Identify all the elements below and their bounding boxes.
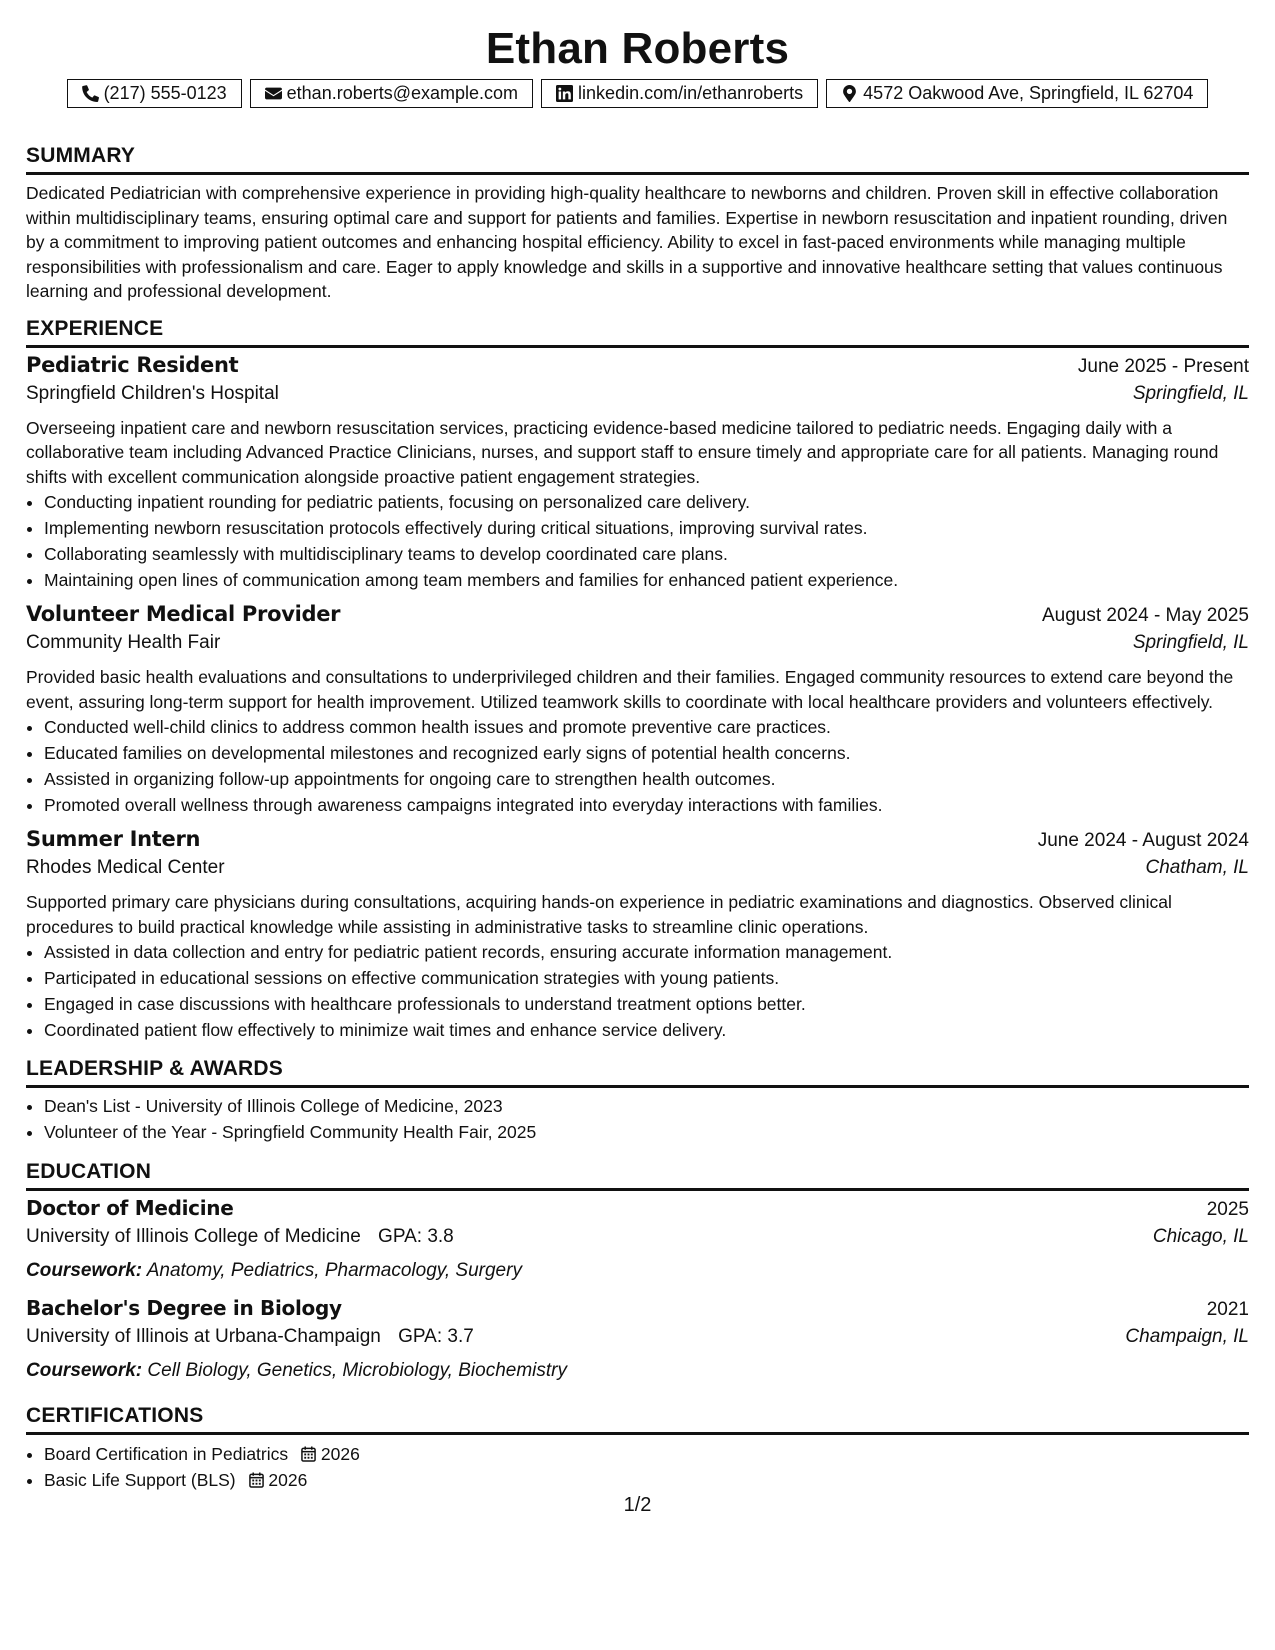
address-text: 4572 Oakwood Ave, Springfield, IL 62704 [863, 83, 1194, 103]
section-title-experience: EXPERIENCE [26, 317, 1249, 348]
coursework-list: Cell Biology, Genetics, Microbiology, Biochemistry [147, 1360, 567, 1381]
list-item: • Volunteer of the Year - Springfield Community Health Fair, 2025 [44, 1119, 1249, 1145]
list-item [44, 1441, 1249, 1467]
candidate-name: Ethan Roberts [485, 24, 790, 73]
job-description: Overseeing inpatient care and newborn resuscitation services, practicing evidence-based medicine tailored to pediatric needs. Engaging daily with a collaborative team including Advanced Practice Clinicians, nurses, and support staff to ensure timely and appropriate care for all patients. Managing round shifts with excellent communication alongside proactive patient engagement strategies. [26, 417, 1219, 487]
job-bullets [26, 714, 1249, 818]
summary-text: Dedicated Pediatrician with comprehensive experience in providing high-quality healthcare to newborns and children. Proven skill in effective collaboration within multidisciplinary teams, ensuring optimal care and support for patients and families. Expertise in newborn resuscitation and inpatient rounding, driven by a commitment to improving patient outcomes and enhancing hospital efficiency. Ability to excel in fast-paced environments while managing multiple responsibilities with professionalism and care. Eager to apply knowledge and skills in a supportive and innovative healthcare setting that values continuous learning and professional development. [26, 183, 1228, 301]
degree-title: Doctor of Medicine [26, 1196, 234, 1220]
certifications-section [26, 1404, 1249, 1493]
list-item: • Coordinated patient flow effectively to minimize wait times and enhance service delivery. [44, 1017, 1249, 1043]
calendar-icon [301, 1446, 316, 1462]
list-item: • Assisted in organizing follow-up appointments for ongoing care to strengthen health outcomes. [44, 766, 1249, 792]
coursework-list: Anatomy, Pediatrics, Pharmacology, Surgery [146, 1260, 522, 1281]
contact-phone [67, 79, 242, 108]
school-location: Chicago, IL [1152, 1226, 1249, 1247]
list-item: • Conducting inpatient rounding for pediatric patients, focusing on personalized care delivery. [44, 489, 1249, 515]
certification-name: Basic Life Support (BLS) [44, 1470, 236, 1490]
coursework-label: Coursework: [26, 1360, 143, 1381]
job-bullets [26, 939, 1249, 1043]
job-dates: June 2025 - Present [1077, 355, 1249, 377]
section-title-certifications: CERTIFICATIONS [26, 1404, 1249, 1435]
education-entry [26, 1196, 1249, 1286]
job-description: Provided basic health evaluations and consultations to underprivileged children and their families. Engaged community resources to extend care beyond the event, assuring long-term support for health improvement. Utilized teamwork skills to coordinate with local healthcare providers and volunteers effectively. [26, 667, 1234, 712]
job-entry [26, 353, 1249, 594]
job-entry [26, 602, 1249, 818]
contact-bar [26, 79, 1249, 108]
list-item: • Engaged in case discussions with healthcare professionals to understand treatment options better. [44, 991, 1249, 1017]
map-marker-icon [841, 85, 858, 102]
certification-name: Board Certification in Pediatrics [44, 1444, 289, 1464]
contact-email[interactable] [250, 79, 533, 108]
awards-list [26, 1093, 1249, 1145]
certification-year: 2026 [268, 1470, 308, 1490]
job-location: Chatham, IL [1145, 857, 1249, 878]
certification-year: 2026 [320, 1444, 360, 1464]
job-bullets [26, 489, 1249, 593]
linkedin-icon [556, 85, 573, 102]
email-text: ethan.roberts@example.com [286, 83, 519, 103]
school-name: University of Illinois College of Medicine [26, 1226, 361, 1247]
job-location: Springfield, IL [1132, 382, 1249, 404]
experience-section [26, 317, 1249, 1044]
coursework [26, 1356, 1249, 1386]
certifications-list [26, 1441, 1249, 1493]
list-item: • Dean's List - University of Illinois College of Medicine, 2023 [44, 1093, 1249, 1119]
job-description: Supported primary care physicians during consultations, acquiring hands-on experience in pediatric examinations and diagnostics. Observed clinical procedures to build practical knowledge while assisting in administrative tasks to streamline clinic operations. [26, 892, 1172, 937]
education-section [26, 1160, 1249, 1386]
section-title-summary: SUMMARY [26, 144, 1249, 175]
job-dates: June 2024 - August 2024 [1037, 830, 1249, 851]
job-organization: Rhodes Medical Center [26, 857, 225, 878]
degree-year: 2021 [1206, 1299, 1249, 1320]
coursework [26, 1256, 1249, 1286]
summary-section [26, 144, 1249, 304]
job-organization: Springfield Children's Hospital [26, 382, 279, 404]
section-title-leadership: LEADERSHIP & AWARDS [26, 1057, 1249, 1088]
school-name: University of Illinois at Urbana-Champaign [26, 1326, 381, 1347]
leadership-section [26, 1057, 1249, 1145]
resume-page [26, 20, 1249, 1493]
section-title-education: EDUCATION [26, 1160, 1249, 1191]
contact-address [826, 79, 1208, 108]
contact-linkedin[interactable] [541, 79, 818, 108]
list-item: • Participated in educational sessions on effective communication strategies with young patients. [44, 965, 1249, 991]
page-number: 1/2 [623, 1494, 652, 1516]
job-entry [26, 827, 1249, 1043]
job-title: Summer Intern [26, 827, 201, 851]
list-item: • Implementing newborn resuscitation protocols effectively during critical situations, improving survival rates. [44, 515, 1249, 541]
envelope-icon [265, 85, 282, 102]
job-title: Volunteer Medical Provider [26, 602, 341, 626]
gpa: GPA: 3.7 [398, 1326, 474, 1347]
calendar-icon [249, 1472, 264, 1488]
list-item [44, 1467, 1249, 1493]
job-title: Pediatric Resident [26, 352, 239, 377]
degree-year: 2025 [1206, 1199, 1249, 1220]
list-item: • Conducted well-child clinics to address common health issues and promote preventive care practices. [44, 714, 1249, 740]
list-item: • Promoted overall wellness through awareness campaigns integrated into everyday interactions with families. [44, 792, 1249, 818]
list-item: • Collaborating seamlessly with multidisciplinary teams to develop coordinated care plans. [44, 541, 1249, 567]
degree-title: Bachelor's Degree in Biology [26, 1296, 342, 1320]
education-entry [26, 1296, 1249, 1386]
list-item: • Assisted in data collection and entry for pediatric patient records, ensuring accurate information management. [44, 939, 1249, 965]
job-dates: August 2024 - May 2025 [1041, 605, 1249, 626]
coursework-label: Coursework: [26, 1260, 143, 1281]
linkedin-text: linkedin.com/in/ethanroberts [578, 83, 804, 103]
school-location: Champaign, IL [1125, 1326, 1249, 1347]
phone-icon [82, 85, 99, 102]
list-item: • Maintaining open lines of communication among team members and families for enhanced patient experience. [44, 567, 1249, 593]
job-location: Springfield, IL [1132, 632, 1249, 653]
job-organization: Community Health Fair [26, 632, 221, 653]
list-item: • Educated families on developmental milestones and recognized early signs of potential health concerns. [44, 740, 1249, 766]
gpa: GPA: 3.8 [378, 1226, 454, 1247]
phone-text: (217) 555-0123 [103, 83, 227, 103]
